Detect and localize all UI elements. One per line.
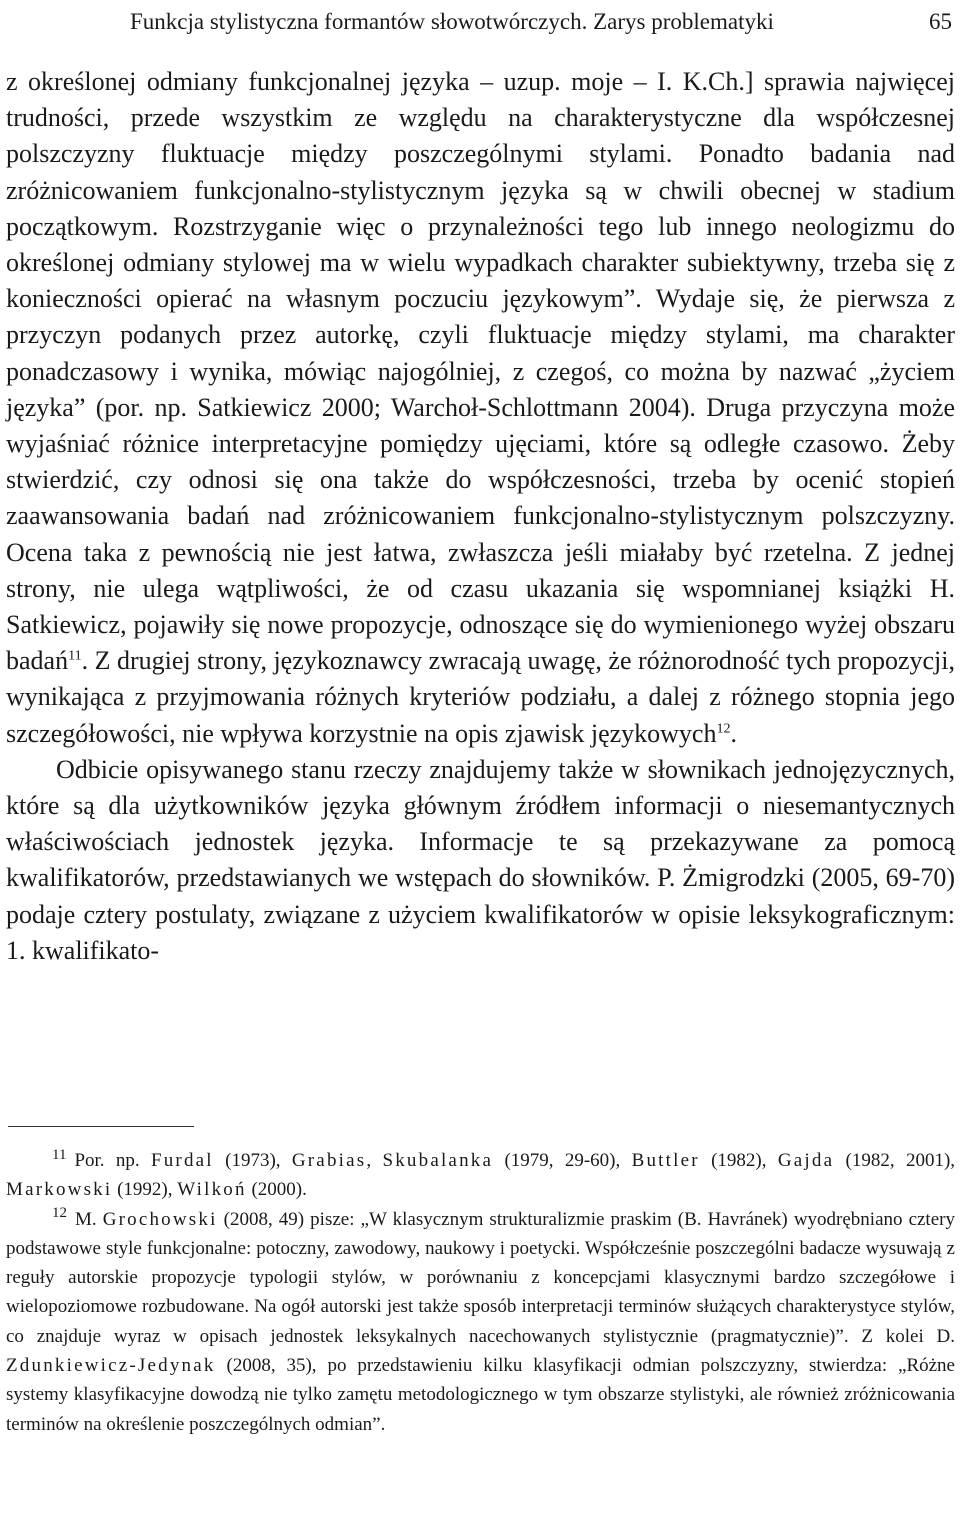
footnote-text: (2008, 35), po przedstawieniu kilku klasyfikacji odmian polszczyzny, stwierdza: „Różne systemy klasyfikacyjne dowodzą nie tylko zamętu metodologicznego w tym obszarze stylistyki, ale również zróżnicowania terminów na określenie poszczególnych odmian”.: [6, 1355, 955, 1435]
footnote-11: [6, 1146, 955, 1205]
footnote-text: M.: [75, 1208, 103, 1230]
author-name: Grabias: [291, 1150, 367, 1171]
footnote-text: (2000).: [246, 1179, 307, 1201]
footnote-text: Por. np.: [74, 1150, 151, 1171]
paragraph-text: z określonej odmiany funkcjonalnej języka – uzup. moje – I. K.Ch.] sprawia najwięcej trudności, przede wszystkim ze względu na charakterystyczne dla współczesnej polszczyzny fluktuacje między poszczególnymi stylami. Ponadto badania nad zróżnicowaniem funkcjonalno-stylistycznym języka są w chwili obecnej w stadium początkowym. Rozstrzyganie więc o przynależności tego lub innego neologizmu do określonej odmiany stylowej ma w wielu wypadkach charakter subiektywny, trzeba się z konieczności opierać na własnym poczuciu językowym”. Wydaje się, że pierwsza z przyczyn podanych przez autorkę, czyli fluktuacje między stylami, ma charakter ponadczasowy i wynika, mówiąc najogólniej, z czegoś, co można by nazwać „życiem języka” (por. np. Satkiewicz 2000; Warchoł-Schlottmann 2004). Druga przyczyna może wyjaśniać różnice interpretacyjne pomiędzy ujęciami, które są odległe czasowo. Żeby stwierdzić, czy odnosi się ona także do współczesności, trzeba by ocenić stopień zaawansowania badań nad zróżnicowaniem funkcjonalno-stylistycznym polszczyzny. Ocena taka z pewnością nie jest łatwa, zwłaszcza jeśli miałaby być rzetelna. Z jednej strony, nie ulega wątpliwości, że od czasu ukazania się wspomnianej książki H. Satkiewicz, pojawiły się nowe propozycje, odnoszące się do wymienionego wyżej obszaru badań: [6, 67, 955, 676]
author-name: Wilkoń: [177, 1179, 247, 1201]
footnote-text: ,: [366, 1150, 383, 1171]
author-name: Skubalanka: [382, 1150, 494, 1171]
paragraph-continued: [6, 64, 955, 752]
footnote-ref-12: 12: [716, 721, 731, 736]
footnote-text: (1992),: [112, 1179, 178, 1201]
paragraph: Odbicie opisywanego stanu rzeczy znajdujemy także w słownikach jednojęzycznych, które są dla użytkowników języka głównym źródłem informacji o niesemantycznych właściwościach jednostek języka. Informacje te są przekazywane za pomocą kwalifikatorów, przedstawianych we wstępach do słowników. P. Żmigrodzki (2005, 69-70) podaje cztery postulaty, związane z użyciem kwalifikatorów w opisie leksykograficznym: 1. kwalifikato-: [6, 754, 955, 965]
footnote-text: (1982),: [699, 1150, 778, 1171]
footnote-number: 11: [52, 1146, 67, 1163]
footnote-text: (1979, 29-60),: [493, 1150, 632, 1171]
author-name: Grochowski: [102, 1208, 218, 1230]
footnote-text: (1973),: [213, 1150, 292, 1171]
author-name: Furdal: [150, 1150, 214, 1171]
main-text: [6, 64, 955, 969]
author-name: Zdunkiewicz-Jedynak: [6, 1355, 216, 1377]
author-name: Buttler: [631, 1150, 700, 1171]
page-number: 65: [929, 9, 952, 34]
running-title: Funkcja stylistyczna formantów słowotwórczych. Zarys problematyki: [130, 9, 774, 34]
footnote-12: [6, 1205, 955, 1439]
footnote-separator: [8, 1126, 194, 1127]
footnote-text: (2008, 49) pisze: „W klasycznym strukturalizmie praskim (B. Havránek) wyodrębniano cztery podstawowe style funkcjonalne: potoczny, zawodowy, naukowy i poetycki. Współcześnie poszczególni badacze wysuwają z reguły autorskie propozycje typologii stylów, w porównaniu z koncepcjami klasycznymi bardzo szczegółowe i wielopoziomowe rozbudowane. Na ogół autorski jest także sposób interpretacji terminów służących charakterystyce stylów, co znajduje wyraz w opisach jednostek leksykalnych nacechowanych stylistycznie (pragmatycznie)”. Z kolei D.: [6, 1208, 955, 1347]
footnote-text: (1982, 2001),: [834, 1150, 956, 1171]
author-name: Markowski: [6, 1179, 113, 1201]
footnote-number: 12: [52, 1205, 67, 1222]
paragraph-text: . Z drugiej strony, językoznawcy zwracają uwagę, że różnorodność tych propozycji, wynikająca z przyjmowania różnych kryteriów podziału, a dalej z różnego stopnia jego szczegółowości, nie wpływa korzystnie na opis zjawisk językowych: [6, 646, 955, 748]
footnote-ref-11: 11: [68, 648, 82, 664]
running-header: [130, 4, 952, 40]
footnotes: [6, 1146, 955, 1439]
paragraph-text: .: [730, 718, 737, 748]
author-name: Gajda: [777, 1150, 835, 1171]
